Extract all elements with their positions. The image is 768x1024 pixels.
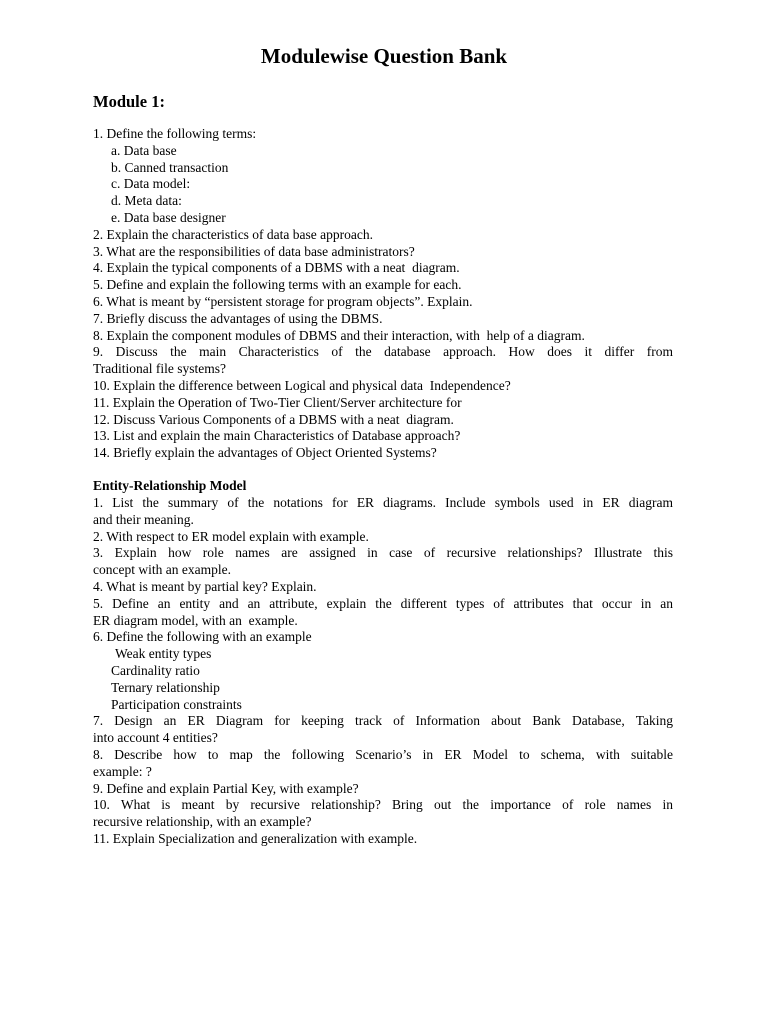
question-line: 11. Explain Specialization and generalization with example. [93, 830, 418, 846]
question-line: into account 4 entities? [93, 730, 218, 746]
question-line: 6. What is meant by “persistent storage for program objects”. Explain. [93, 293, 473, 309]
module-1-heading: Module 1: [93, 92, 165, 111]
question-line: a. Data base [111, 142, 177, 158]
question-line: example: ? [93, 763, 152, 779]
question-line: 8. Explain the component modules of DBMS and their interaction, with help of a diagram. [93, 327, 585, 343]
question-line: and their meaning. [93, 511, 194, 527]
question-line: Cardinality ratio [111, 662, 200, 678]
question-line: 10. What is meant by recursive relationship? Bring out the importance of role names in [93, 797, 673, 813]
question-line: 8. Describe how to map the following Scenario’s in ER Model to schema, with suitable [93, 746, 673, 762]
question-line: concept with an example. [93, 562, 231, 578]
question-line: 1. Define the following terms: [93, 126, 257, 141]
question-line: 6. Define the following with an example [93, 629, 312, 645]
question-line: 2. Explain the characteristics of data base approach. [93, 226, 373, 242]
question-line: 7. Design an ER Diagram for keeping track of Information about Bank Database, Taking [93, 713, 673, 729]
question-line: 4. What is meant by partial key? Explain. [93, 578, 317, 594]
question-line: 5. Define an entity and an attribute, explain the different types of attributes that occur in an [93, 595, 673, 611]
question-line: e. Data base designer [111, 209, 226, 225]
er-model-heading: Entity-Relationship Model [93, 478, 247, 493]
question-line: Traditional file systems? [93, 361, 226, 377]
question-line: 13. List and explain the main Characteristics of Database approach? [93, 428, 461, 444]
question-line: 1. List the summary of the notations for ER diagrams. Include symbols used in ER diagram [93, 495, 673, 510]
document-title: Modulewise Question Bank [260, 44, 508, 68]
question-line: 11. Explain the Operation of Two-Tier Client/Server architecture for [93, 394, 462, 410]
question-line: 14. Briefly explain the advantages of Object Oriented Systems? [93, 445, 437, 461]
module-1-question-list [93, 126, 673, 462]
question-line: 5. Define and explain the following terms with an example for each. [93, 277, 462, 293]
question-line: Weak entity types [115, 646, 212, 662]
question-line: c. Data model: [111, 176, 191, 192]
question-line: 4. Explain the typical components of a DBMS with a neat diagram. [93, 260, 460, 276]
question-line: d. Meta data: [111, 193, 182, 209]
question-line: Participation constraints [111, 696, 242, 712]
question-line: 2. With respect to ER model explain with example. [93, 528, 369, 544]
question-line: b. Canned transaction [111, 159, 229, 175]
er-model-question-list [93, 495, 673, 848]
question-line: 3. Explain how role names are assigned in case of recursive relationships? Illustrate this [93, 545, 673, 561]
question-line: 7. Briefly discuss the advantages of using the DBMS. [93, 310, 383, 326]
question-line: 9. Discuss the main Characteristics of the database approach. How does it differ from [93, 344, 673, 360]
question-line: recursive relationship, with an example? [93, 814, 312, 830]
question-line: 10. Explain the difference between Logical and physical data Independence? [93, 377, 511, 393]
question-line: ER diagram model, with an example. [93, 612, 298, 628]
question-line: 9. Define and explain Partial Key, with example? [93, 780, 359, 796]
question-line: 3. What are the responsibilities of data base administrators? [93, 243, 415, 259]
question-line: 12. Discuss Various Components of a DBMS with a neat diagram. [93, 411, 454, 427]
question-line: Ternary relationship [111, 679, 220, 695]
